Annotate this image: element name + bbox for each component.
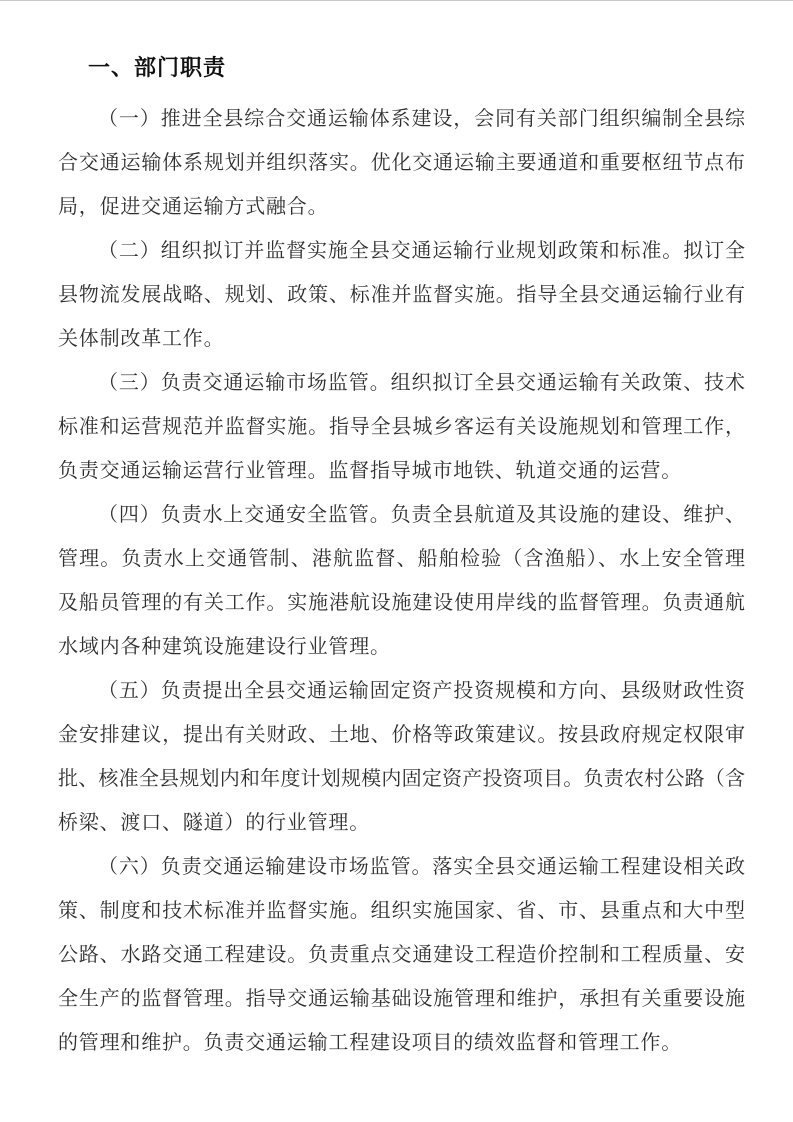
text-line: 的管理和维护。负责交通运输工程建设项目的绩效监督和管理工作。 bbox=[58, 1032, 682, 1054]
text-line: 及船员管理的有关工作。实施港航设施建设使用岸线的监督管理。负责通航 bbox=[58, 592, 745, 614]
section-heading: 一、部门职责 bbox=[88, 55, 227, 80]
text-line: 合交通运输体系规划并组织落实。优化交通运输主要通道和重要枢纽节点布 bbox=[58, 152, 745, 174]
text-line: 公路、水路交通工程建设。负责重点交通建设工程造价控制和工程质量、安 bbox=[58, 944, 745, 966]
paragraphs-container bbox=[58, 97, 745, 1065]
paragraph bbox=[58, 361, 745, 493]
text-line: 负责交通运输运营行业管理。监督指导城市地铁、轨道交通的运营。 bbox=[58, 460, 682, 482]
paragraph bbox=[58, 845, 745, 1065]
text-line: 策、制度和技术标准并监督实施。组织实施国家、省、市、县重点和大中型 bbox=[58, 900, 745, 922]
text-line: 县物流发展战略、规划、政策、标准并监督实施。指导全县交通运输行业有 bbox=[58, 284, 745, 306]
document-content bbox=[58, 53, 745, 1065]
text-line: （六）负责交通运输建设市场监管。落实全县交通运输工程建设相关政 bbox=[98, 856, 745, 878]
text-line: （三）负责交通运输市场监管。组织拟订全县交通运输有关政策、技术 bbox=[98, 372, 745, 394]
text-line: 金安排建议，提出有关财政、土地、价格等政策建议。按县政府规定权限审 bbox=[58, 724, 745, 746]
text-line: 水域内各种建筑设施建设行业管理。 bbox=[58, 636, 391, 658]
text-line: 标准和运营规范并监督实施。指导全县城乡客运有关设施规划和管理工作， bbox=[58, 416, 745, 438]
text-line: 桥梁、渡口、隧道）的行业管理。 bbox=[58, 812, 370, 834]
text-line: （二）组织拟订并监督实施全县交通运输行业规划政策和标准。拟订全 bbox=[98, 240, 745, 262]
paragraph bbox=[58, 669, 745, 845]
text-line: （五）负责提出全县交通运输固定资产投资规模和方向、县级财政性资 bbox=[98, 680, 745, 702]
text-line: 局，促进交通运输方式融合。 bbox=[58, 196, 329, 218]
text-line: （一）推进全县综合交通运输体系建设，会同有关部门组织编制全县综 bbox=[98, 108, 745, 130]
paragraph bbox=[58, 97, 745, 229]
paragraph bbox=[58, 493, 745, 669]
text-line: 关体制改革工作。 bbox=[58, 328, 225, 350]
text-line: （四）负责水上交通安全监管。负责全县航道及其设施的建设、维护、 bbox=[98, 504, 745, 526]
text-line: 管理。负责水上交通管制、港航监督、船舶检验（含渔船）、水上安全管理 bbox=[58, 548, 745, 570]
text-line: 全生产的监督管理。指导交通运输基础设施管理和维护，承担有关重要设施 bbox=[58, 988, 745, 1010]
paragraph bbox=[58, 229, 745, 361]
text-line: 批、核准全县规划内和年度计划规模内固定资产投资项目。负责农村公路（含 bbox=[58, 768, 745, 790]
